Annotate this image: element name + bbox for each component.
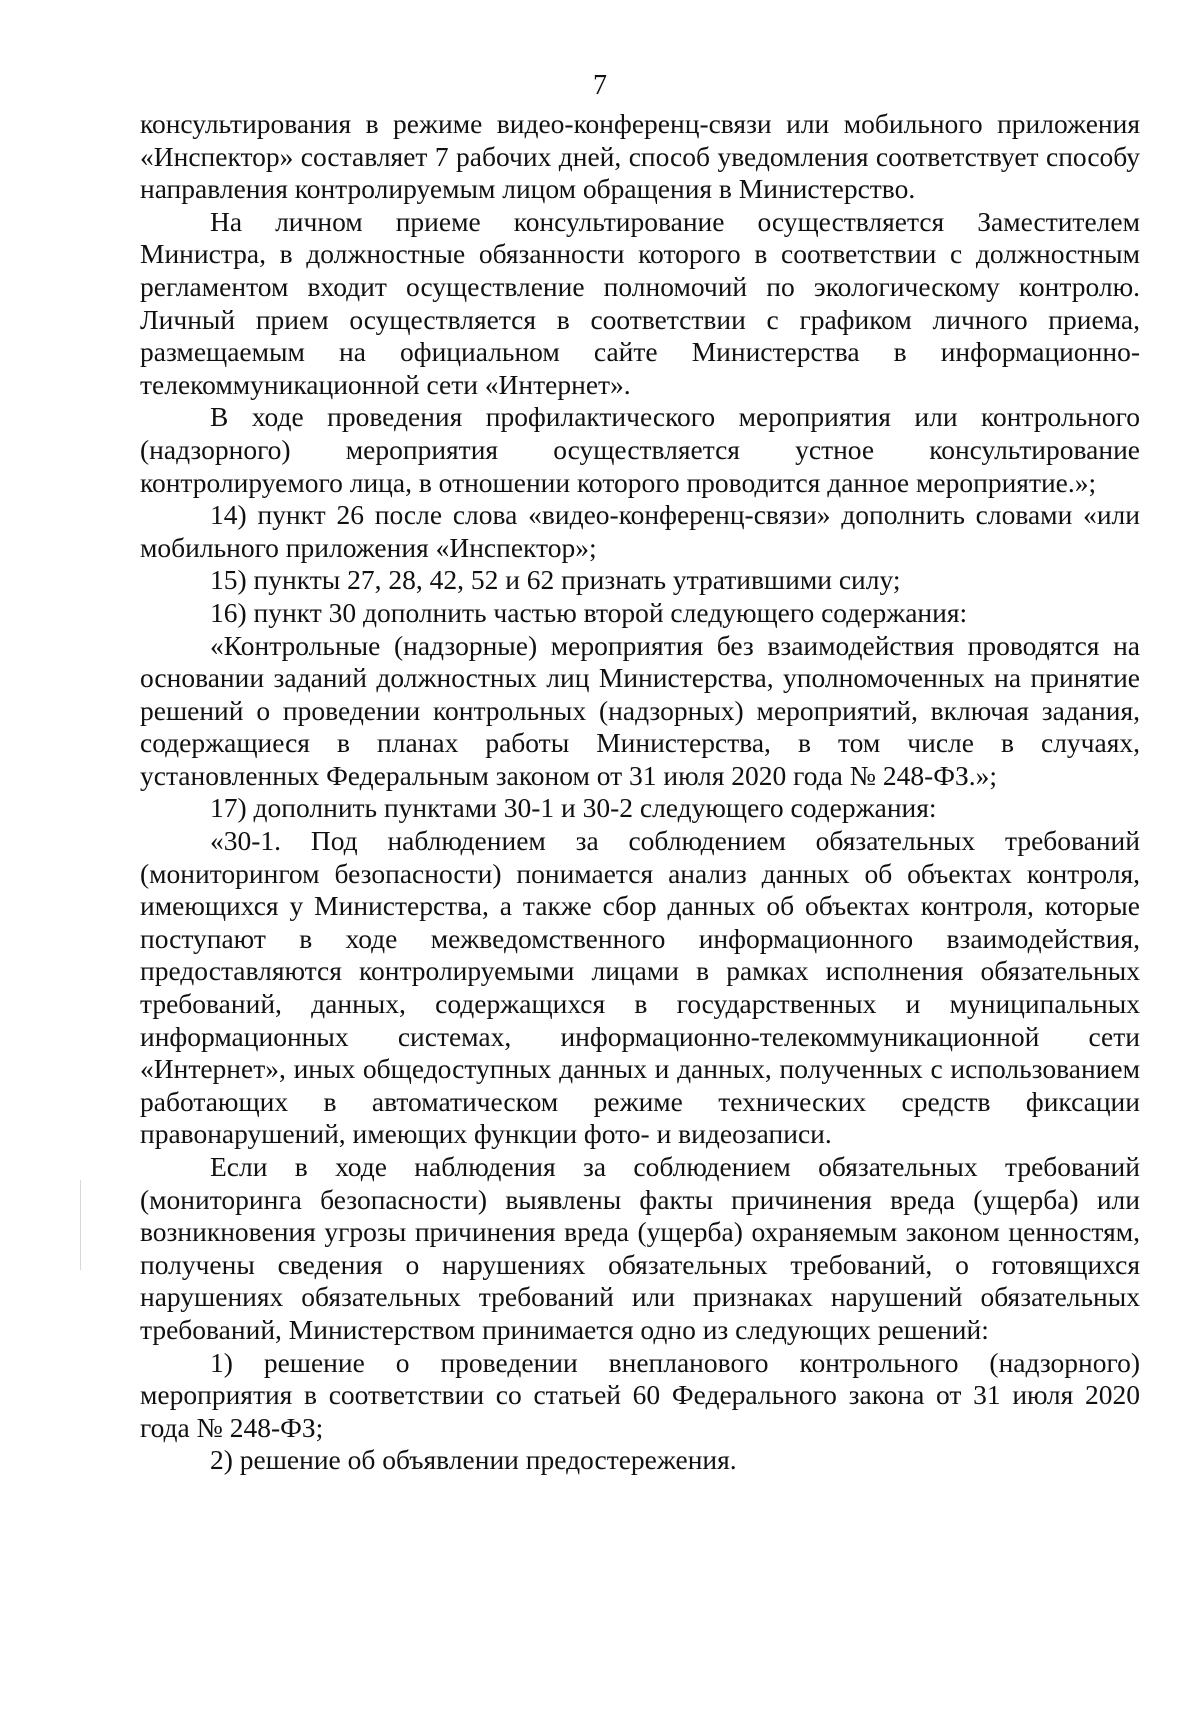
paragraph-6: 16) пункт 30 дополнить частью второй следующего содержания: bbox=[210, 596, 968, 628]
paragraph-11: 1) решение о проведении внепланового контрольного (надзорного) мероприятия в соответствии со статьей 60 Федерального закона от 31 июля 2020 года № 248-ФЗ; bbox=[140, 1346, 1140, 1443]
paragraph-2: На личном приеме консультирование осуществляется Заместителем Министра, в должностные обязанности которого в соответствии с должностным регламентом входит осуществление полномочий по экологическому контролю. Личный прием осуществляется в соответствии с графиком личного приема, размещаемым на официальном сайте Министерства в информационно-телекоммуникационной сети «Интернет». bbox=[140, 205, 1140, 400]
paragraph-4: 14) пункт 26 после слова «видео-конференц-связи» дополнить словами «или мобильного приложения «Инспектор»; bbox=[140, 499, 1140, 563]
scan-artifact-line bbox=[80, 1180, 81, 1270]
paragraph-10: Если в ходе наблюдения за соблюдением обязательных требований (мониторинга безопасности) выявлены факты причинения вреда (ущерба) или возникновения угрозы причинения вреда (ущерба) охраняемым законом ценностям, получены сведения о нарушениях обязательных требований, о готовящихся нарушениях обязательных требований или признаках нарушений обязательных требований, Министерством принимается одно из следующих решений: bbox=[140, 1151, 1140, 1345]
paragraph-12: 2) решение об объявлении предостережения. bbox=[210, 1444, 737, 1476]
document-body bbox=[140, 108, 1140, 1477]
paragraph-3: В ходе проведения профилактического мероприятия или контрольного (надзорного) мероприятия осуществляется устное консультирование контролируемого лица, в отношении которого проводится данное мероприятие.»; bbox=[140, 401, 1140, 498]
paragraph-1: консультирования в режиме видео-конференц-связи или мобильного приложения «Инспектор» составляет 7 рабочих дней, способ уведомления соответствует способу направления контролируемым лицом обращения в Министерство. bbox=[140, 108, 1140, 205]
paragraph-7: «Контрольные (надзорные) мероприятия без взаимодействия проводятся на основании заданий должностных лиц Министерства, уполномоченных на принятие решений о проведении контрольных (надзорных) мероприятий, включая задания, содержащиеся в планах работы Министерства, в том числе в случаях, установленных Федеральным законом от 31 июля 2020 года № 248-ФЗ.»; bbox=[140, 629, 1140, 791]
paragraph-8: 17) дополнить пунктами 30-1 и 30-2 следующего содержания: bbox=[210, 792, 937, 824]
page-number: 7 bbox=[593, 70, 607, 101]
paragraph-5: 15) пункты 27, 28, 42, 52 и 62 признать утратившими силу; bbox=[210, 564, 901, 596]
paragraph-9: «30-1. Под наблюдением за соблюдением обязательных требований (мониторингом безопасности) понимается анализ данных об объектах контроля, имеющихся у Министерства, а также сбор данных об объектах контроля, которые поступают в ходе межведомственного информационного взаимодействия, предоставляются контролируемыми лицами в рамках исполнения обязательных требований, данных, содержащихся в государственных и муниципальных информационных системах, информационно-телекоммуникационной сети «Интернет», иных общедоступных данных и данных, полученных с использованием работающих в автоматическом режиме технических средств фиксации правонарушений, имеющих функции фото- и видеозаписи. bbox=[140, 825, 1140, 1150]
